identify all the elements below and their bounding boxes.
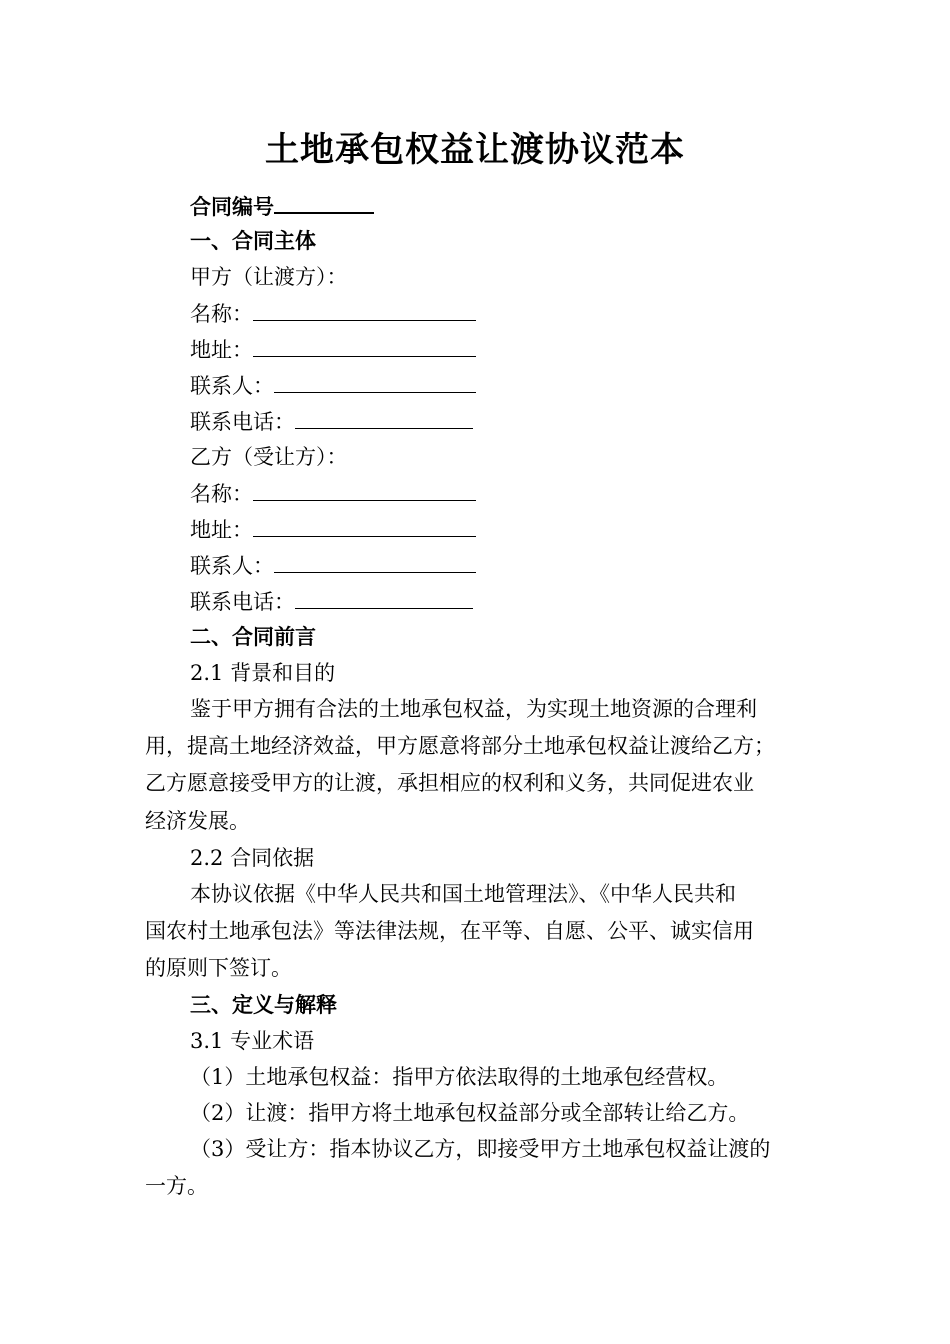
party-b-name-blank[interactable] [253,478,476,501]
paragraph-line: 用，提高土地经济效益，甲方愿意将部分土地承包权益让渡给乙方； [145,734,775,758]
section-1-heading: 一、合同主体 [190,229,316,253]
section-2-heading: 二、合同前言 [190,625,316,649]
field-label: 地址： [190,338,253,362]
party-a-contact-blank[interactable] [274,370,476,393]
field-label: 联系电话： [190,410,295,434]
field-label: 联系电话： [190,590,295,614]
document-title: 土地承包权益让渡协议范本 [265,130,685,170]
paragraph-line: 国农村土地承包法》等法律法规，在平等、自愿、公平、诚实信用 [145,919,754,943]
definition-item: （3）受让方：指本协议乙方，即接受甲方土地承包权益让渡的 [190,1137,771,1161]
paragraph-line: 的原则下签订。 [145,956,292,980]
contract-number-line [190,190,374,220]
section-3-heading: 三、定义与解释 [190,993,337,1017]
party-b-contact-line [190,550,476,580]
party-b-address-line [190,514,476,544]
definition-item-continuation: 一方。 [145,1174,208,1198]
subsection-2-2: 2.2 合同依据 [190,846,315,870]
paragraph-line: 鉴于甲方拥有合法的土地承包权益，为实现土地资源的合理利 [190,697,757,721]
party-a-phone-blank[interactable] [295,406,473,429]
party-a-contact-line [190,370,476,400]
field-label: 联系人： [190,554,274,578]
party-b-phone-line [190,586,473,616]
party-a-name-blank[interactable] [253,298,476,321]
party-b-contact-blank[interactable] [274,550,476,573]
subsection-2-1: 2.1 背景和目的 [190,661,336,685]
field-label: 地址： [190,518,253,542]
party-a-address-line [190,334,476,364]
definition-item: （1）土地承包权益：指甲方依法取得的土地承包经营权。 [190,1065,729,1089]
field-label: 联系人： [190,374,274,398]
party-a-phone-line [190,406,473,436]
definition-item: （2）让渡：指甲方将土地承包权益部分或全部转让给乙方。 [190,1101,750,1125]
party-b-phone-blank[interactable] [295,586,473,609]
paragraph-line: 本协议依据《中华人民共和国土地管理法》、《中华人民共和 [190,882,736,906]
contract-number-blank[interactable] [274,190,374,214]
field-label: 名称： [190,482,253,506]
party-a-label: 甲方（让渡方）： [190,265,348,289]
party-a-address-blank[interactable] [253,334,476,357]
party-b-label: 乙方（受让方）： [190,445,348,469]
paragraph-line: 乙方愿意接受甲方的让渡，承担相应的权利和义务，共同促进农业 [145,771,754,795]
paragraph-line: 经济发展。 [145,809,250,833]
subsection-3-1: 3.1 专业术语 [190,1029,315,1053]
contract-number-label: 合同编号 [190,195,274,219]
party-a-name-line [190,298,476,328]
field-label: 名称： [190,302,253,326]
party-b-name-line [190,478,476,508]
party-b-address-blank[interactable] [253,514,476,537]
